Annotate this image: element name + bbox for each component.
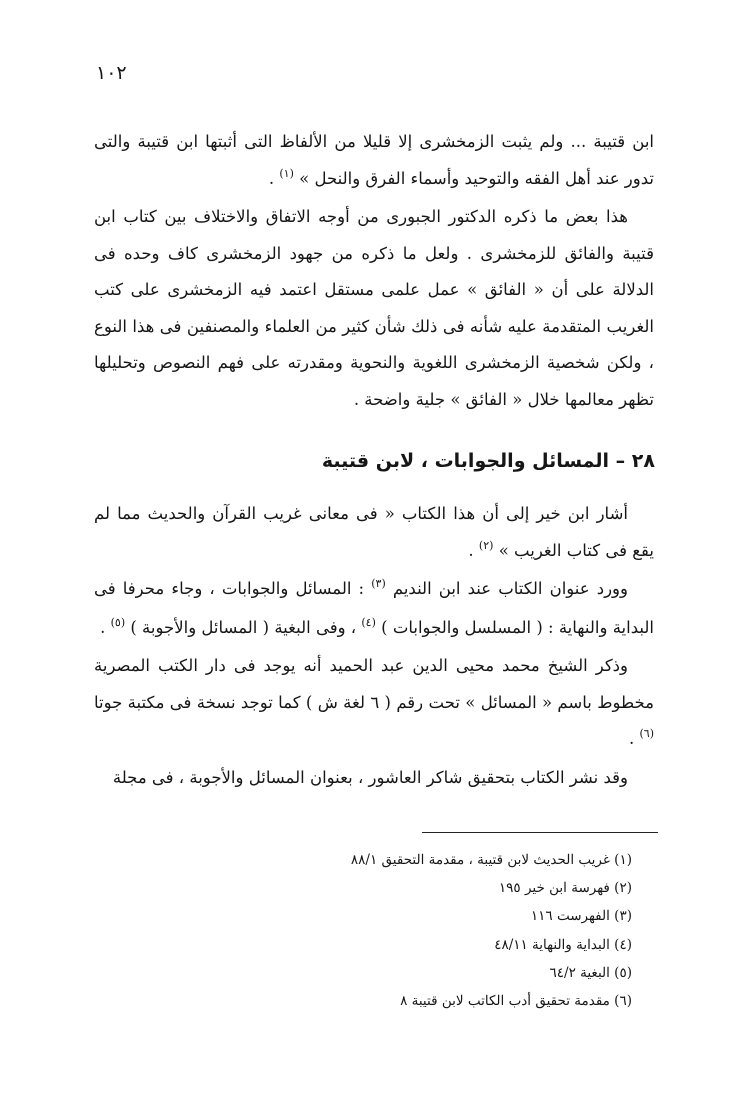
paragraph-2: هذا بعض ما ذكره الدكتور الجبورى من أوجه الاتفاق والاختلاف بين كتاب ابن قتيبة والفائق للزمخشرى . ولعل ما ذكره من جهود الزمخشرى كاف وحده فى الدلالة على أن « الفائق » عمل علمى مستقل اعتمد فيه الزمخشرى على كتب الغريب المتقدمة عليه شأنه فى ذلك شأن كثير من العلماء والمصنفين فى هذا النوع ، ولكن شخصية الزمخشرى اللغوية والنحوية ومقدرته على فهم النصوص وتحليلها تظهر معالمها خلال « الفائق » جلية واضحة . [94, 207, 654, 409]
paragraph-4-text-b: : المسائل والجوابات ، وجاء محرفا فى البداية والنهاية : ( المسلسل والجوابات ) [94, 579, 654, 637]
footnotes [351, 846, 632, 1015]
footnote-5: (٥) البغية ٦٤/٢ [549, 964, 632, 981]
footnote-6: (٦) مقدمة تحقيق أدب الكاتب لابن قتيبة ٨ [400, 993, 632, 1010]
paragraph-3 [94, 496, 654, 571]
page-number: ١٠٢ [96, 62, 127, 84]
footnote-ref-2: (٢) [478, 538, 494, 552]
footnote-ref-5: (٥) [110, 615, 126, 629]
paragraph-3-text: أشار ابن خير إلى أن هذا الكتاب « فى معانى غريب القرآن والحديث مما لم يقع فى كتاب الغريب » [94, 504, 654, 560]
footnote-ref-3: (٣) [371, 577, 386, 590]
footnote-ref-1: (١) [279, 166, 294, 180]
paragraph-5-end: . [628, 729, 635, 748]
paragraph-6: وقد نشر الكتاب بتحقيق شاكر العاشور ، بعنوان المسائل والأجوبة ، فى مجلة [112, 767, 628, 787]
footnote-ref-6: (٦) [639, 727, 654, 740]
paragraph-1 [94, 124, 654, 199]
paragraph-3-end: . [468, 540, 474, 560]
paragraph-4 [94, 571, 654, 648]
footnote-4: (٤) البداية والنهاية ٤٨/١١ [494, 936, 632, 953]
footnote-1: (١) غريب الحديث لابن قتيبة ، مقدمة التحقيق ٨٨/١ [350, 852, 632, 868]
paragraph-4-text-a: وورد عنوان الكتاب عند ابن النديم [392, 579, 628, 598]
footnote-ref-4: (٤) [361, 615, 376, 629]
paragraph-5 [94, 648, 654, 760]
paragraph-1-end: . [268, 168, 275, 188]
paragraph-5-text: وذكر الشيخ محمد محيى الدين عبد الحميد أنه يوجد فى دار الكتب المصرية مخطوط باسم « المسائل » تحت رقم ( ٦ لغة ش ) كما توجد نسخة فى مكتبة جوتا [94, 656, 654, 712]
body-text-top [94, 124, 654, 418]
paragraph-4-end: . [100, 617, 106, 637]
section-heading: ٢٨ – المسائل والجوابات ، لابن قتيبة [321, 450, 655, 472]
paragraph-4-text-c: ، وفى البغية ( المسائل والأجوبة ) [130, 617, 357, 637]
footnote-2: (٢) فهرسة ابن خير ١٩٥ [498, 880, 632, 897]
paragraph-1-text: ابن قتيبة ... ولم يثبت الزمخشرى إلا قليلا من الألفاظ التى أثبتها ابن قتيبة والتى تدور عند أهل الفقه والتوحيد وأسماء الفرق والنحل » [94, 132, 654, 188]
footnote-divider [422, 832, 658, 833]
footnote-3: (٣) الفهرست ١١٦ [530, 908, 632, 925]
body-text-bottom [94, 496, 654, 796]
